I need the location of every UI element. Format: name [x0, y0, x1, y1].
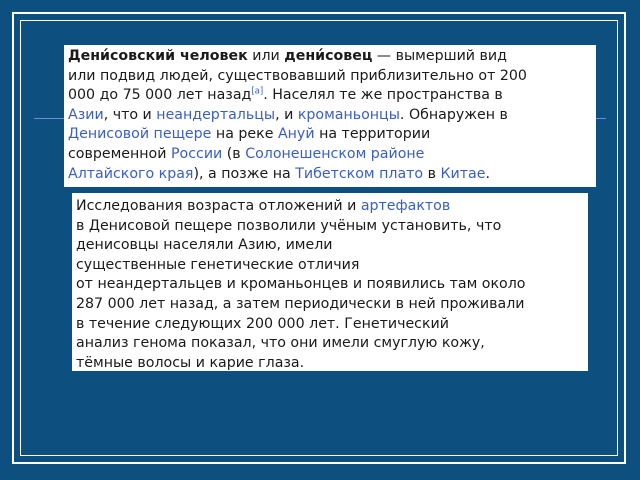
- text-line: [68, 106, 592, 126]
- text-span: (в: [222, 145, 246, 162]
- link-cro-magnons[interactable]: кроманьонцы: [297, 106, 400, 123]
- link-anui-river[interactable]: Ануй: [277, 126, 315, 143]
- footnote-ref-a[interactable]: [a]: [251, 86, 264, 97]
- text-line: в Денисовой пещере позволили учёным установить, что: [76, 217, 502, 234]
- text-line: [68, 47, 592, 67]
- term-denisovan-man: Дени́совский человек: [68, 48, 248, 64]
- text-line: [68, 67, 592, 87]
- text-span: на территории: [314, 126, 431, 143]
- text-line: в течение следующих 200 000 лет. Генетический: [76, 315, 449, 332]
- text-span: .: [485, 165, 490, 182]
- text-span: , и: [275, 106, 298, 123]
- link-denisova-cave[interactable]: Денисовой пещере: [68, 126, 212, 143]
- text-span: на реке: [211, 126, 278, 143]
- text-span: . Обнаружен в: [399, 106, 508, 123]
- text-span: или: [247, 48, 285, 64]
- text-line: от неандертальцев и кроманьонцев и появились там около: [76, 276, 526, 293]
- text-line: [68, 86, 592, 106]
- text-line: [76, 197, 584, 217]
- term-denisovets: дени́совец: [284, 48, 373, 64]
- text-line: анализ генома показал, что они имели смуглую кожу,: [76, 335, 485, 352]
- text-span: , что и: [103, 106, 157, 123]
- text-span: современной: [68, 145, 171, 162]
- paragraph-denisovan-intro: [64, 45, 596, 187]
- text-line: 287 000 лет назад, а затем периодически в ней проживали: [76, 295, 525, 312]
- text-line: [68, 165, 592, 185]
- link-altai-krai[interactable]: Алтайского края: [68, 165, 194, 182]
- text-span: ), а позже на: [193, 165, 296, 182]
- text-line: существенные генетические отличия: [76, 256, 360, 273]
- text-span: Исследования возраста отложений и: [76, 198, 361, 214]
- link-soloneshensky-district[interactable]: Солонешенском районе: [245, 145, 425, 162]
- text-span: 000 до 75 000 лет назад: [68, 87, 252, 104]
- text-line: тёмные волосы и карие глаза.: [76, 354, 305, 371]
- link-tibetan-plateau[interactable]: Тибетском плато: [295, 165, 424, 182]
- link-russia[interactable]: России: [170, 145, 223, 162]
- link-china[interactable]: Китае: [440, 165, 486, 182]
- link-neanderthals[interactable]: неандертальцы: [156, 106, 276, 123]
- link-artifacts[interactable]: артефактов: [360, 198, 451, 214]
- text-span: в: [423, 165, 441, 182]
- text-span: или подвид людей, существовавший приблизительно от 200: [68, 67, 527, 84]
- text-line: [68, 145, 592, 165]
- paragraph-research: [72, 193, 588, 371]
- text-span: — вымерший вид: [372, 48, 507, 64]
- text-span: . Населял те же пространства в: [263, 87, 503, 104]
- link-asia[interactable]: Азии: [68, 106, 104, 123]
- text-line: денисовцы населяли Азию, имели: [76, 237, 333, 254]
- text-line: [68, 125, 592, 145]
